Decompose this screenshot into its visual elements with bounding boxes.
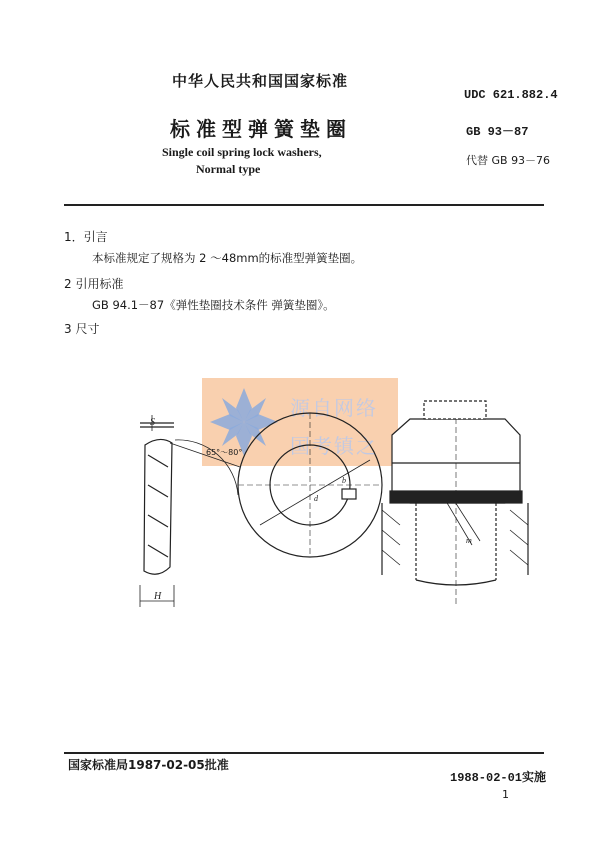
english-title-line2: Normal type <box>196 162 261 176</box>
watermark-text-1: 源自网络 <box>290 396 378 420</box>
standard-name: 中华人民共和国国家标准 <box>172 72 349 90</box>
label-angle: 65°～80° <box>206 448 243 457</box>
section-2-body: GB 94.1－87《弹性垫圈技术条件 弹簧垫圈》。 <box>92 298 335 312</box>
footer-divider <box>64 752 544 754</box>
section-2-heading: 2 引用标准 <box>64 277 124 291</box>
header-divider <box>64 204 544 206</box>
washer-plan-view <box>238 413 382 557</box>
bolt-assembly-view <box>382 401 528 605</box>
udc-code: UDC 621.882.4 <box>464 88 558 102</box>
approval-date: 国家标准局1987-02-05批准 <box>68 758 229 772</box>
label-h: H <box>154 591 162 602</box>
gb-code: GB 93－87 <box>466 125 529 139</box>
washer-side-view <box>140 415 243 607</box>
label-d: d <box>314 494 318 503</box>
page-title: 标准型弹簧垫圈 <box>170 117 352 141</box>
page-number: 1 <box>502 788 509 801</box>
english-title-line1: Single coil spring lock washers, <box>162 145 322 159</box>
section-1-heading: 1．引言 <box>64 230 108 244</box>
effective-date: 1988-02-01实施 <box>450 771 547 785</box>
watermark-text-2: 国考镇之 <box>290 434 378 458</box>
washer-drawing <box>120 395 540 620</box>
label-s: S <box>150 417 155 428</box>
section-1-body: 本标准规定了规格为 2 ～48mm的标准型弹簧垫圈。 <box>92 251 363 265</box>
section-3-heading: 3 尺寸 <box>64 322 100 336</box>
replaces-note: 代替 GB 93－76 <box>466 154 551 167</box>
label-b: b <box>342 476 346 485</box>
label-m: m <box>466 536 472 545</box>
